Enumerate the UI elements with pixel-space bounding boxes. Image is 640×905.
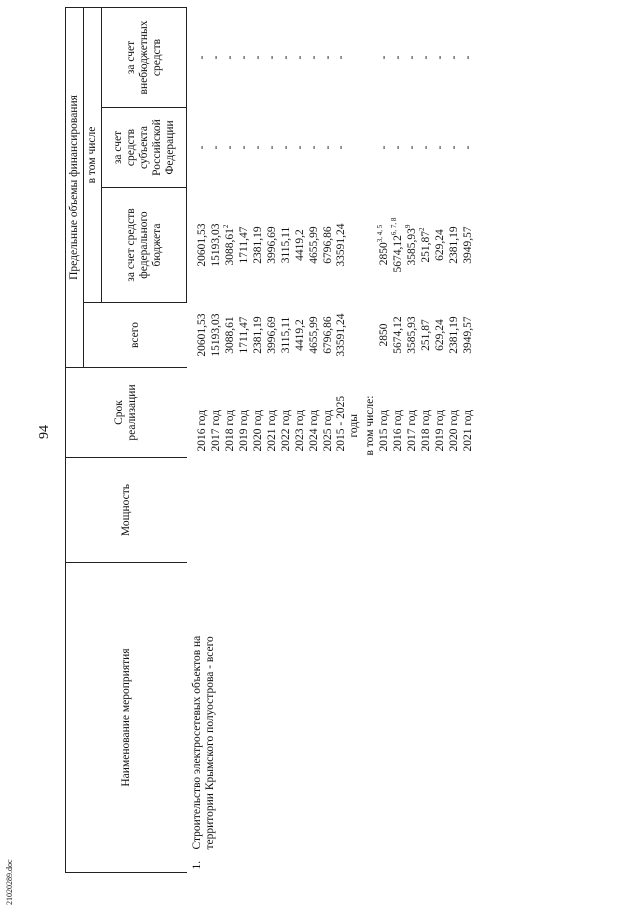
subject-cell: - [405, 145, 418, 150]
footnote-marker: 9 [403, 224, 412, 229]
extra-cell: - [433, 55, 446, 60]
rotated-page-content [65, 8, 630, 873]
federal-cell [433, 188, 447, 303]
extra-cell: - [237, 55, 250, 60]
including-label: в том числе: [363, 395, 376, 456]
federal-cell [405, 188, 419, 303]
page-number: 94 [37, 425, 52, 439]
subject-cell: - [447, 145, 460, 150]
year-cell: 2021 год [265, 409, 278, 452]
period-unit: годы [348, 414, 360, 438]
total-cell: 6796,86 [321, 316, 334, 354]
footnote-marker: 2 [221, 224, 230, 229]
federal-value: 3585,93 [405, 228, 418, 266]
extra-cell: - [223, 55, 236, 60]
federal-cell [279, 188, 293, 303]
total-cell: 3949,57 [461, 316, 474, 354]
year-cell: 2021 год [461, 409, 474, 452]
federal-cell [321, 188, 335, 303]
extra-cell: - [293, 55, 306, 60]
federal-value: 2850 [377, 242, 390, 266]
federal-cell [209, 188, 223, 303]
federal-cell [461, 188, 475, 303]
year-cell: 2020 год [251, 409, 264, 452]
extra-cell: - [251, 55, 264, 60]
federal-value: 2381,19 [447, 226, 460, 264]
year-cell: 2017 год [405, 409, 418, 452]
federal-value: 20601,53 [195, 223, 208, 267]
year-cell: 2019 год [433, 409, 446, 452]
total-cell: 3585,93 [405, 316, 418, 354]
total-cell: 251,87 [419, 319, 432, 351]
total-cell: 2381,19 [251, 316, 264, 354]
extra-cell: - [321, 55, 334, 60]
total-cell: 1711,47 [237, 316, 250, 354]
subject-cell: - [237, 145, 250, 150]
federal-value: 3996,69 [265, 226, 278, 264]
federal-value: 15193,03 [209, 223, 222, 267]
extra-cell: - [209, 55, 222, 60]
subject-cell: - [391, 145, 404, 150]
power-cell [187, 458, 476, 563]
year-cell: 2019 год [237, 409, 250, 452]
year-cell: 2020 год [447, 409, 460, 452]
year-cell: 2018 год [419, 409, 432, 452]
extra-cell: - [335, 55, 347, 60]
total-cell: 4655,99 [307, 316, 320, 354]
federal-value: 1711,47 [237, 226, 250, 264]
extra-cell: - [307, 55, 320, 60]
federal-value: 3115,11 [279, 226, 292, 264]
federal-cell [195, 188, 209, 303]
federal-cell: 33591,24 [335, 223, 347, 267]
total-cell: 4419,2 [293, 319, 306, 351]
federal-value: 3949,57 [461, 226, 474, 264]
year-cell: 2025 год [321, 409, 334, 452]
subject-cell: - [223, 145, 236, 150]
spacer [187, 8, 196, 458]
federal-value: 629,24 [433, 229, 446, 261]
header-including: в том числе [84, 8, 102, 303]
financing-table [65, 7, 475, 873]
table-body [187, 8, 476, 873]
extra-cell: - [405, 55, 418, 60]
subject-cell: - [321, 145, 334, 150]
federal-cell [265, 188, 279, 303]
total-cell: 629,24 [433, 319, 446, 351]
year-cell: 2016 год [391, 409, 404, 452]
subject-cell: - [279, 145, 292, 150]
federal-cell [223, 188, 237, 303]
total-cell: 20601,53 [195, 313, 208, 357]
footer-document-code: 21020289.doc [5, 859, 14, 905]
federal-value: 251,87 [419, 230, 432, 263]
federal-value: 5674,12 [391, 235, 404, 273]
federal-value: 4419,2 [293, 229, 306, 261]
subject-cell: - [265, 145, 278, 150]
total-cell: 33591,24 [335, 313, 347, 357]
header-total: всего [84, 303, 187, 368]
year-cell: 2016 год [195, 409, 208, 452]
header-power: Мощность [66, 458, 187, 563]
extra-cell: - [419, 55, 432, 60]
year-cell: 2024 год [307, 409, 320, 452]
header-name: Наименование мероприятия [66, 563, 187, 873]
subject-cell: - [461, 145, 474, 150]
total-cell: 15193,03 [209, 313, 222, 357]
total-cell: 2850 [377, 323, 390, 347]
header-term: Срок реализации [66, 368, 187, 458]
federal-value: 2381,19 [251, 226, 264, 264]
extra-cell: - [265, 55, 278, 60]
extra-cell: - [195, 55, 208, 60]
federal-cell [377, 188, 391, 303]
extra-cell: - [391, 55, 404, 60]
subject-cell: - [195, 145, 208, 150]
extra-cell: - [447, 55, 460, 60]
item-name-cell [187, 563, 476, 873]
subject-cell: - [251, 145, 264, 150]
extra-cell: - [461, 55, 474, 60]
header-federal: за счет средств федерального бюджета [102, 188, 187, 303]
total-cell: 2381,19 [447, 316, 460, 354]
federal-value: 4655,99 [307, 226, 320, 264]
federal-cell [251, 188, 265, 303]
subject-cell: - [377, 145, 390, 150]
federal-cell [447, 188, 461, 303]
subject-cell: - [335, 145, 347, 150]
subject-cell: - [419, 145, 432, 150]
subject-cell: - [293, 145, 306, 150]
item-number: 1. [190, 860, 203, 870]
total-cell: 3115,11 [279, 316, 292, 354]
period-years: 2015 - 2025 [335, 395, 347, 452]
table-row [187, 8, 196, 873]
header-extra: за счет внебюджетных средств [102, 8, 187, 108]
footnote-marker: 6, 7, 8 [389, 217, 398, 236]
subject-cell: - [433, 145, 446, 150]
year-cell: 2017 год [209, 409, 222, 452]
year-cell: 2018 год [223, 409, 236, 452]
total-cell: 3088,61 [223, 316, 236, 354]
item-name: Строительство электросетевых объектов на территории Крымского полуострова - всего [190, 635, 216, 850]
extra-cell: - [279, 55, 292, 60]
total-cell: 3996,69 [265, 316, 278, 354]
footnote-marker: 2 [417, 227, 426, 231]
extra-cell: - [377, 55, 390, 60]
total-cell: 5674,12 [391, 316, 404, 354]
footnote-marker: 3, 4, 5 [375, 224, 384, 243]
federal-cell [293, 188, 307, 303]
federal-cell [419, 188, 433, 303]
header-subject: за счет средств субъекта Российской Федерации [102, 108, 187, 188]
federal-value: 6796,86 [321, 226, 334, 264]
year-cell [335, 368, 363, 458]
federal-cell [237, 188, 251, 303]
year-cell: 2022 год [279, 409, 292, 452]
subject-cell: - [307, 145, 320, 150]
year-cell: 2015 год [377, 409, 390, 452]
federal-cell [307, 188, 321, 303]
subject-cell: - [209, 145, 222, 150]
year-cell: 2023 год [293, 409, 306, 452]
federal-cell [391, 188, 405, 303]
header-limits: Предельные объемы финансирования [66, 8, 84, 368]
federal-value: 3088,61 [223, 228, 236, 266]
